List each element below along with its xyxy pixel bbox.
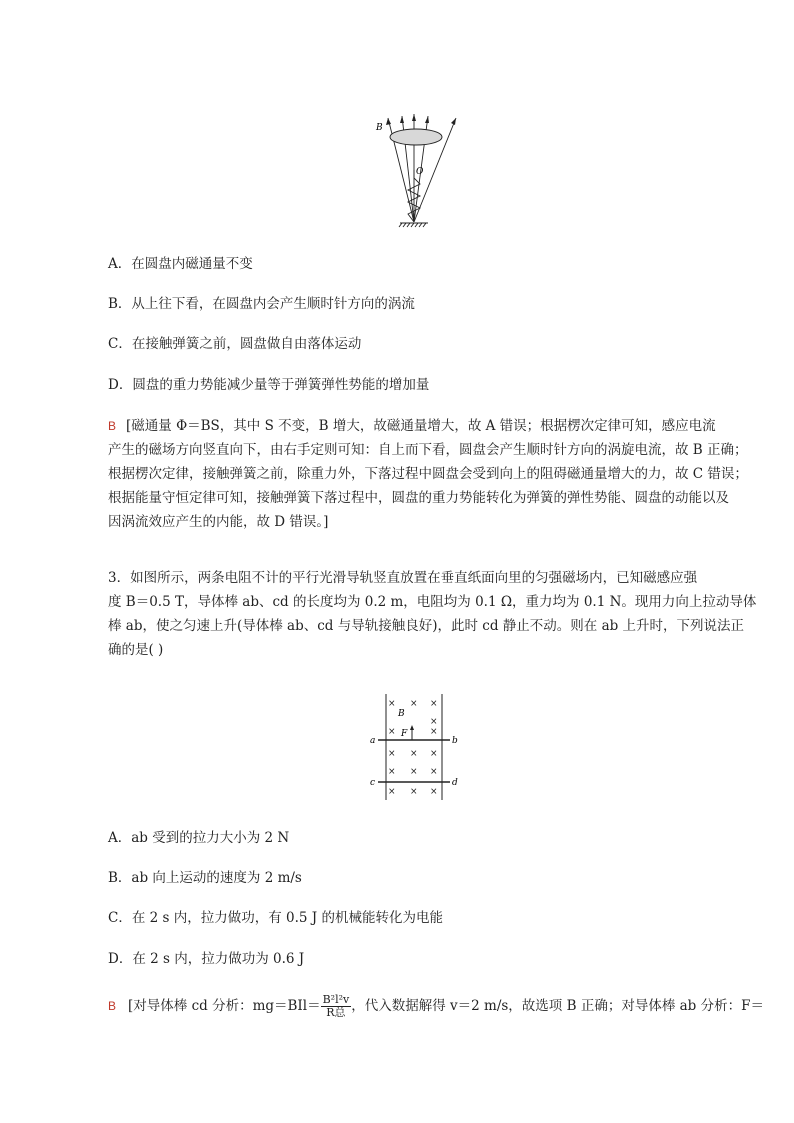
- svg-text:×: ×: [388, 749, 396, 759]
- q2-option-a: A．在圆盘内磁通量不变: [108, 256, 253, 272]
- svg-text:×: ×: [430, 767, 438, 777]
- svg-text:×: ×: [388, 787, 396, 797]
- q3-stem: 3．如图所示，两条电阻不计的平行光滑导轨竖直放置在垂直纸面向里的匀强磁场内，已知磁感应强 度 B＝0.5 T，导体棒 ab、cd 的长度均为 0.2 m，电阻均为 0.1 Ω，重力均为 0.1 N。现用力向上拉动导体 棒 ab，使之匀速上升(导体棒 ab、cd 与导轨接触良好)，此时 cd 静止不动。则在 ab 上升时，下列说法正 确的是( ): [108, 570, 757, 658]
- svg-text:×: ×: [430, 727, 438, 737]
- label-d: d: [452, 778, 458, 788]
- q2-explanation: B [磁通量 Φ＝BS，其中 S 不变，B 增大，故磁通量增大，故 A 错误；根据楞次定律可知，感应电流 产生的磁场方向竖直向下，由右手定则可知：自上而下看，圆盘会产生顺时针方向的涡旋电流，故 B 正确； 根据楞次定律，接触弹簧之前，除重力外，下落过程中圆盘会受到向上的阻碍磁通量增大的力，故 C 错误； 根据能量守恒定律可知，接触弹簧下落过程中，圆盘的重力势能转化为弹簧的弹性势能、圆盘的动能以及 因涡流效应产生的内能，故 D 错误。]: [108, 418, 748, 530]
- svg-text:×: ×: [388, 699, 396, 709]
- svg-text:×: ×: [410, 749, 418, 759]
- label-B2: B: [398, 709, 405, 719]
- svg-text:×: ×: [410, 787, 418, 797]
- q3-option-d: D．在 2 s 内，拉力做功为 0.6 J: [108, 951, 305, 967]
- figure-rails-rods: [366, 694, 466, 800]
- label-F: F: [401, 729, 408, 739]
- svg-text:×: ×: [430, 787, 438, 797]
- svg-text:×: ×: [410, 699, 418, 709]
- q2-option-d: D．圆盘的重力势能减少量等于弹簧弹性势能的增加量: [108, 377, 430, 393]
- svg-text:×: ×: [388, 727, 396, 737]
- q3-option-c: C．在 2 s 内，拉力做功，有 0.5 J 的机械能转化为电能: [108, 910, 443, 926]
- svg-text:×: ×: [430, 717, 438, 727]
- label-B: B: [376, 123, 383, 133]
- label-a: a: [370, 736, 376, 746]
- label-b: b: [452, 736, 458, 746]
- q3-option-b: B．ab 向上运动的速度为 2 m/s: [108, 870, 302, 886]
- figure-disc-magnetic-field: [370, 110, 480, 230]
- q2-answer: B: [108, 419, 117, 433]
- q2-option-b: B．从上往下看，在圆盘内会产生顺时针方向的涡流: [108, 296, 415, 312]
- svg-text:×: ×: [430, 749, 438, 759]
- svg-text:×: ×: [410, 767, 418, 777]
- label-c: c: [370, 778, 376, 788]
- disc: [390, 129, 442, 145]
- label-O: O: [416, 167, 424, 177]
- svg-text:×: ×: [430, 699, 438, 709]
- fraction: $\frac{\text{B²l²v}}{\text{R总}}$: [322, 993, 350, 1019]
- q3-explanation: B [对导体棒 cd 分析：mg＝BIl＝ $\frac{\text{B²l²v}}{\text{R总}}$ ，代入数据解得 v＝2 m/s，故选项 B 正确；对导体棒 ab 分析：F＝: [108, 993, 764, 1019]
- q2-option-c: C．在接触弹簧之前，圆盘做自由落体运动: [108, 336, 362, 352]
- q3-option-a: A．ab 受到的拉力大小为 2 N: [108, 830, 290, 846]
- svg-text:×: ×: [388, 767, 396, 777]
- q3-answer: B: [108, 999, 117, 1013]
